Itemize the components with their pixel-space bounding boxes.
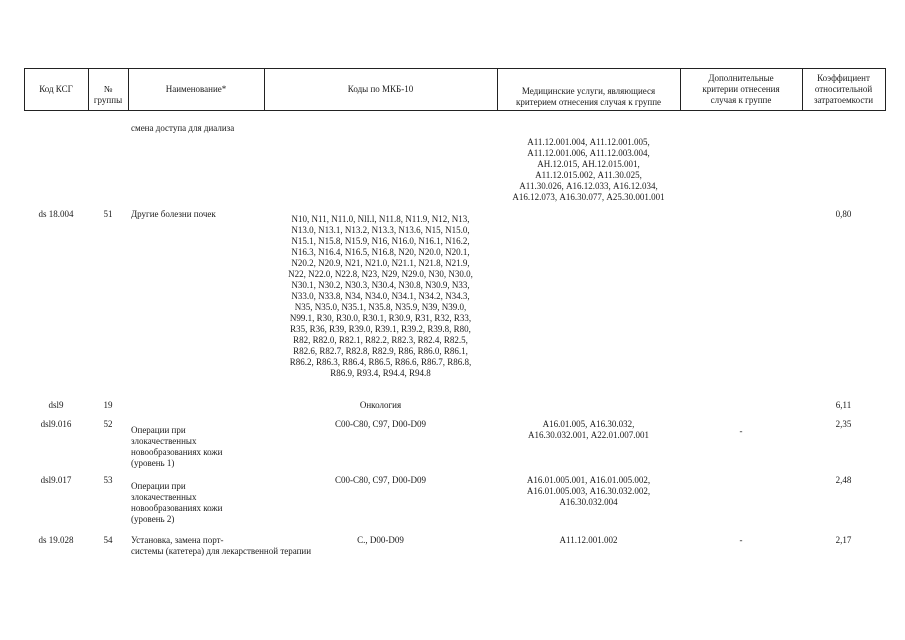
table-cell-mkb: C00-C80, C97, D00-D09	[334, 475, 426, 485]
table-cell-group: 51	[103, 209, 113, 219]
table-cell-name: Операции при злокачественных новообразованиях кожи (уровень 2)	[131, 481, 223, 524]
table-cell-coefficient: 2,35	[835, 419, 852, 429]
table-cell-group: 53	[103, 475, 113, 485]
header-group-no: № группы	[93, 84, 123, 105]
header-services: Медицинские услуги, являющиеся критерием отнесения случая к группе	[515, 86, 662, 107]
table-cell-services: А16.01.005, А16.30.032, А16.30.032.001, А22.01.007.001	[528, 419, 649, 440]
continued-name-text: смена доступа для диализа	[131, 123, 235, 133]
header-mkb-codes: Коды по МКБ-10	[347, 84, 414, 94]
header-coefficient: Коэффициент относительной затратоемкости	[813, 73, 874, 105]
table-cell-extra: -	[739, 426, 743, 436]
table-cell-coefficient: 0,80	[835, 209, 852, 219]
table-cell-code: dsl9.016	[40, 419, 72, 429]
header-extra-criteria: Дополнительные критерии отнесения случая к группе	[702, 73, 780, 105]
table-cell-name: Операции при злокачественных новообразованиях кожи (уровень 1)	[131, 425, 223, 468]
table-cell-extra: -	[739, 535, 743, 545]
table-cell-coefficient: 2,48	[835, 475, 852, 485]
table-cell-coefficient: 6,11	[835, 400, 852, 410]
table-cell-mkb: N10, N11, N11.0, NlI.l, N11.8, N11.9, N12, N13, N13.0, N13.1, N13.2, N13.3, N13.6, N15, N15.0, N15.1, N15.8, N15.9, N16, N16.0, N16.1, N16.2, N16.3, N16.4, N16.5, N16.8, N20, N20.0, N20.1, N20.2, N20.9, N21, N21.0, N21.1, N21.8, N21.9, N22, N22.0, N22.8, N23, N29, N29.0, N30, N30.0, N30.1, N30.2, N30.3, N30.4, N30.8, N30.9, N33, N33.0, N33.8, N34, N34.0, N34.1, N34.2, N34.3, N35, N35.0, N35.1, N35.8, N35.9, N39, N39.0, N99.1, R30, R30.0, R30.1, R30.9, R31, R32, R33, R35, R36, R39, R39.0, R39.1, R39.2, R39.8, R80, R82, R82.0, R82.1, R82.2, R82.3, R82.4, R82.5, R82.6, R82.7, R82.8, R82.9, R86, R86.0, R86.1, R86.2, R86.3, R86.4, R86.5, R86.6, R86.7, R86.8, R86.9, R93.4, R94.4, R94.8	[288, 214, 473, 378]
table-cell-code: dsl9.017	[40, 475, 72, 485]
table-cell-group: 52	[103, 419, 113, 429]
table-cell-mkb: C00-C80, C97, D00-D09	[334, 419, 426, 429]
header-code-ksg: Код КСГ	[39, 84, 73, 94]
table-cell-code: ds 19.028	[38, 535, 74, 545]
table-cell-services: А11.12.001.002	[559, 535, 618, 545]
table-cell-services: А16.01.005.001, А16.01.005.002, А16.01.005.003, А16.30.032.002, А16.30.032.004	[526, 475, 651, 507]
section-title: Онкология	[359, 400, 402, 410]
table-cell-name: Другие болезни почек	[131, 209, 216, 219]
column-divider	[885, 68, 886, 110]
table-cell-coefficient: 2,17	[835, 535, 852, 545]
table-cell-group: 54	[103, 535, 113, 545]
header-name: Наименование*	[165, 84, 227, 94]
table-cell-code: dsl9	[48, 400, 64, 410]
table-cell-name: Установка, замена порт- системы (катетера) для лекарственной терапии	[131, 535, 312, 556]
table-cell-group: 19	[103, 400, 113, 410]
continued-services-text: А11.12.001.004, А11.12.001.005, А11.12.001.006, А11.12.003.004, АН.12.015, АН.12.015.001, А11.12.015.002, А11.30.025, А11.30.026, А16.12.033, А16.12.034, А16.12.073, А16.30.077, А25.30.001.001	[512, 137, 665, 202]
table-top-rule	[24, 68, 886, 69]
table-cell-mkb: C., D00-D09	[357, 535, 404, 545]
table-cell-code: ds 18.004	[38, 209, 74, 219]
header-bottom-rule	[24, 110, 886, 111]
